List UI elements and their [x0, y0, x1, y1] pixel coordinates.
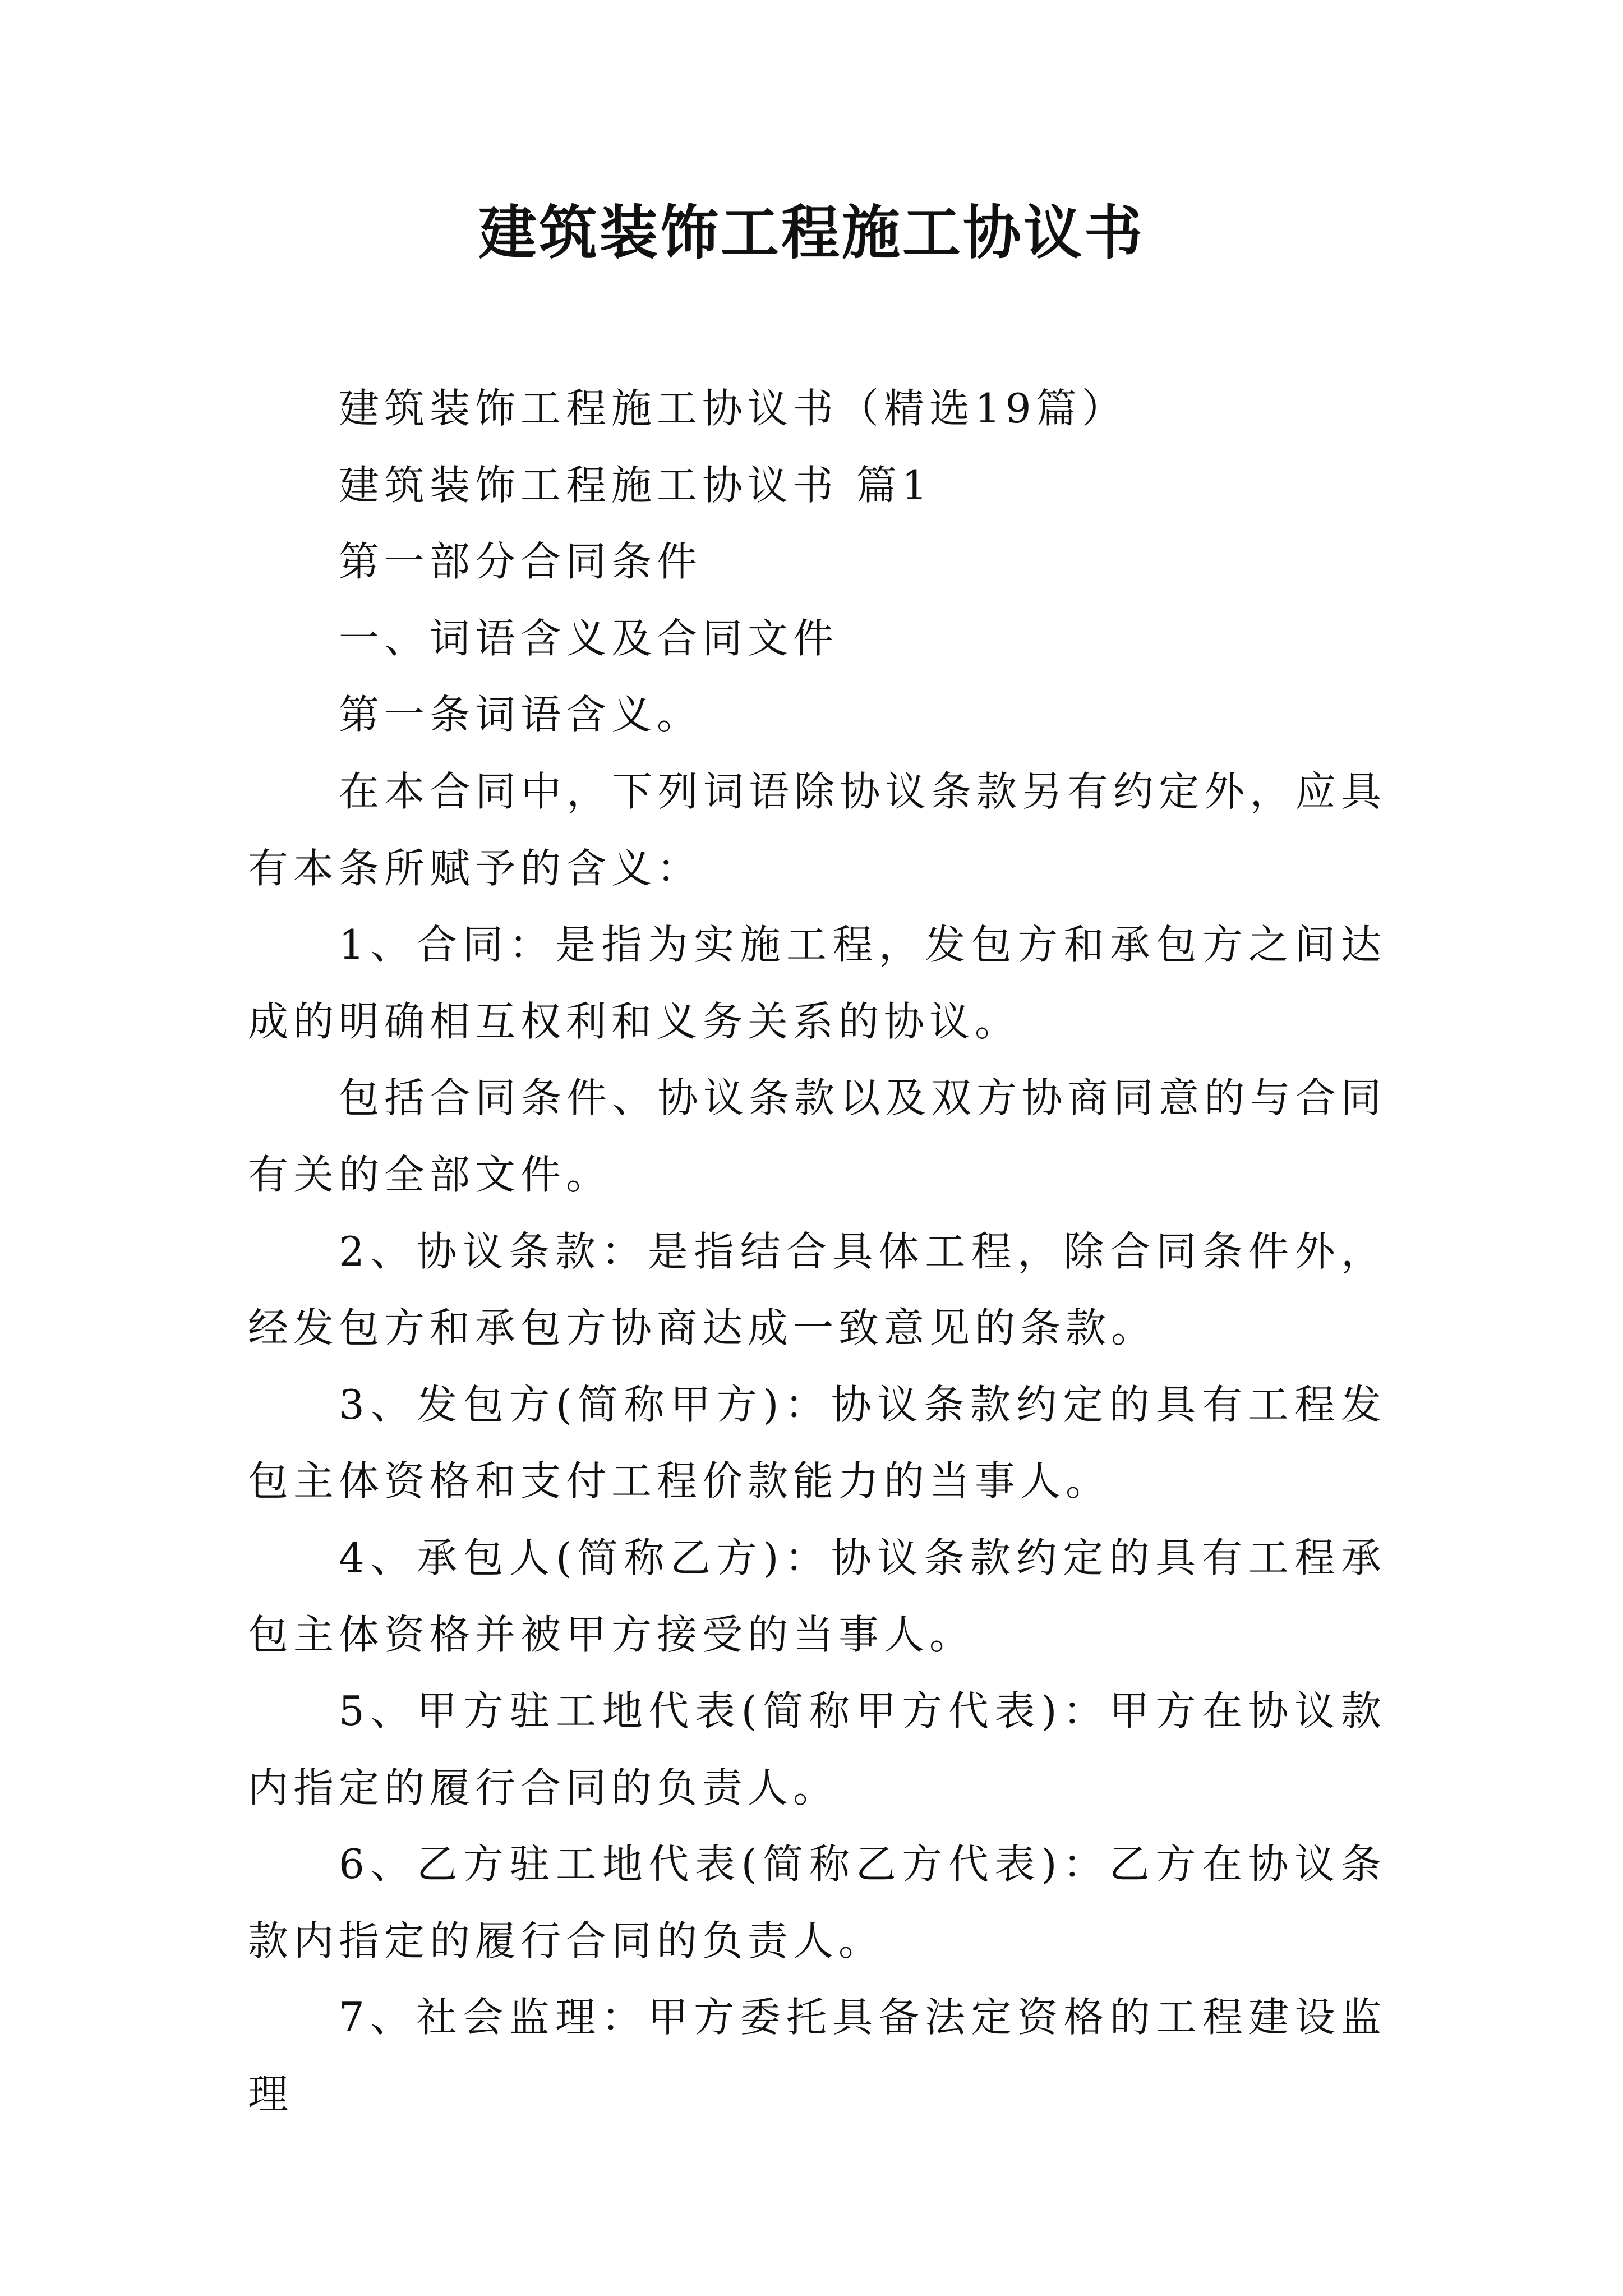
paragraph: 3、发包方(简称甲方)：协议条款约定的具有工程发包主体资格和支付工程价款能力的当事人。 [248, 1381, 1386, 1505]
paragraph: 包括合同条件、协议条款以及双方协商同意的与合同有关的全部文件。 [248, 1074, 1386, 1198]
paragraph-chapter-heading: 一、词语含义及合同文件 [339, 614, 839, 662]
paragraph-article-heading: 第一条词语含义。 [339, 691, 703, 739]
paragraph: 5、甲方驻工地代表(简称甲方代表)：甲方在协议款内指定的履行合同的负责人。 [248, 1687, 1386, 1811]
paragraph: 6、乙方驻工地代表(简称乙方代表)：乙方在协议条款内指定的履行合同的负责人。 [248, 1841, 1386, 1964]
paragraph: 4、承包人(简称乙方)：协议条款约定的具有工程承包主体资格并被甲方接受的当事人。 [248, 1534, 1386, 1658]
document-body [248, 370, 1386, 2133]
paragraph-section-heading: 建筑装饰工程施工协议书 篇1 [339, 461, 933, 509]
paragraph: 7、社会监理：甲方委托具备法定资格的工程建设监理 [248, 1994, 1386, 2118]
paragraph: 1、合同：是指为实施工程，发包方和承包方之间达成的明确相互权利和义务关系的协议。 [248, 921, 1386, 1045]
paragraph-subtitle: 建筑装饰工程施工协议书（精选19篇） [339, 385, 1127, 432]
paragraph: 2、协议条款：是指结合具体工程，除合同条件外，经发包方和承包方协商达成一致意见的条款。 [248, 1227, 1386, 1352]
document-title: 建筑装饰工程施工协议书 [478, 198, 1145, 267]
paragraph: 在本合同中，下列词语除协议条款另有约定外，应具有本条所赋予的含义： [248, 767, 1386, 892]
paragraph-part-heading: 第一部分合同条件 [339, 538, 703, 586]
